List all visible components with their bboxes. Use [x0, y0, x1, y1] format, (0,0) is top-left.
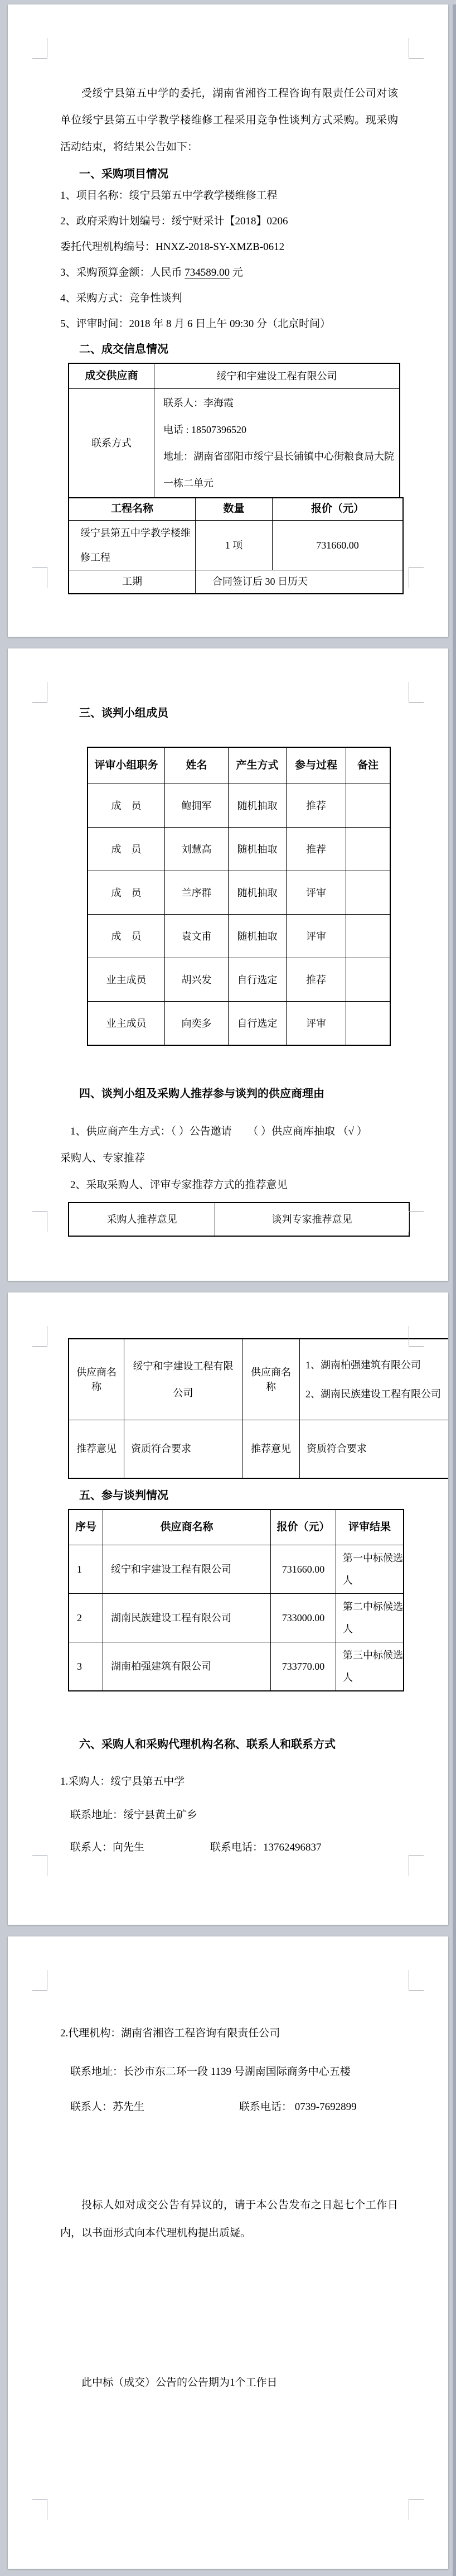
method-cell: 自行选定 [229, 958, 287, 1002]
recommend-opinion-line: 2、采取采购人、评审专家推荐方式的推荐意见 [70, 1179, 288, 1191]
committee-row [88, 784, 390, 828]
process-cell: 推荐 [287, 958, 346, 1002]
name-cell: 鲍拥军 [165, 784, 229, 828]
method-cell: 随机抽取 [229, 871, 287, 915]
buyer-recommended-supplier-cell: 绥宁和宇建设工程有限公司 [124, 1339, 242, 1420]
contact-label-cell: 联系方式 [69, 388, 154, 498]
margin-mark-top-left [32, 38, 47, 59]
price-cell: 733000.00 [271, 1594, 336, 1642]
award-info-table [68, 363, 400, 498]
margin-mark-bottom-right [409, 567, 424, 588]
bid-row [69, 1642, 404, 1691]
buyer-contact-person: 联系人：向先生 [70, 1842, 145, 1853]
supplier-source-line2: 采购人、专家推荐 [60, 1152, 145, 1164]
expert-opinion-header: 谈判专家推荐意见 [215, 1203, 410, 1236]
table-header-row [88, 747, 390, 784]
process-cell: 评审 [287, 871, 346, 915]
table-header-row [69, 498, 403, 520]
process-cell: 评审 [287, 1002, 346, 1046]
table-row [69, 1420, 448, 1478]
committee-row [88, 1002, 390, 1046]
agent-address-line: 联系地址：长沙市东二环一段 1139 号湖南国际商务中心五楼 [70, 2066, 351, 2078]
supplier-cell: 绥宁和宇建设工程有限公司 [103, 1545, 271, 1594]
project-name-line: 1、项目名称：绥宁县第五中学教学楼维修工程 [60, 190, 278, 201]
table-row [69, 388, 400, 498]
method-line: 4、采购方式：竞争性谈判 [60, 292, 182, 304]
expert-opinion-cell: 资质符合要求 [300, 1420, 449, 1478]
table-row [69, 570, 403, 594]
header-name: 姓名 [165, 747, 229, 784]
duration-label-cell: 工期 [69, 570, 196, 594]
contact-phone: 电话 : 18507396520 [163, 424, 247, 435]
note-cell [346, 915, 391, 958]
section3-heading: 三、谈判小组成员 [79, 707, 168, 719]
header-index: 序号 [69, 1510, 103, 1545]
header-price: 报价（元） [271, 1510, 336, 1545]
method-cell: 随机抽取 [229, 828, 287, 871]
opinion-label-cell: 推荐意见 [242, 1420, 300, 1478]
note-cell [346, 828, 391, 871]
result-cell: 第三中标候选人 [336, 1642, 404, 1691]
opinion-label-cell: 推荐意见 [69, 1420, 124, 1478]
recommendation-header-table [68, 1202, 410, 1237]
intro-paragraph: 受绥宁县第五中学的委托，湖南省湘咨工程咨询有限责任公司对该单位绥宁县第五中学教学楼维修工程采用竞争性谈判方式采购。现采购活动结束，将结果公告如下： [60, 88, 398, 153]
project-cell: 绥宁县第五中学教学楼维修工程 [69, 520, 196, 570]
buyer-opinion-cell: 资质符合要求 [124, 1420, 242, 1478]
header-result: 评审结果 [336, 1510, 404, 1545]
table-row [69, 1339, 448, 1420]
buyer-opinion-header: 采购人推荐意见 [69, 1203, 215, 1236]
table-header-row [69, 1510, 404, 1545]
contact-person: 联系人：李海霞 [163, 397, 234, 408]
margin-mark-top-left [32, 1970, 47, 1991]
table-row [69, 363, 400, 388]
margin-mark-bottom-right [409, 1855, 424, 1876]
bid-row [69, 1545, 404, 1594]
margin-mark-top-right [409, 1326, 424, 1347]
quantity-cell: 1 项 [196, 520, 273, 570]
header-project: 工程名称 [69, 498, 196, 520]
section1-heading: 一、采购项目情况 [79, 168, 168, 180]
price-cell: 731660.00 [273, 520, 404, 570]
note-cell [346, 871, 391, 915]
supplier-cell: 湖南柏强建筑有限公司 [103, 1642, 271, 1691]
index-cell: 2 [69, 1594, 103, 1642]
page-2 [8, 648, 448, 1281]
table-header-row [69, 1203, 409, 1236]
role-cell: 成 员 [88, 871, 165, 915]
role-cell: 业主成员 [88, 958, 165, 1002]
role-cell: 成 员 [88, 828, 165, 871]
page-4 [8, 1936, 448, 2569]
committee-row [88, 915, 390, 958]
header-method: 产生方式 [229, 747, 287, 784]
budget-amount: 734589.00 [185, 267, 230, 278]
buyer-contact-phone: 联系电话：13762496837 [210, 1842, 322, 1853]
plan-number-line: 2、政府采购计划编号：绥宁财采计【2018】0206 [60, 215, 288, 227]
method-cell: 自行选定 [229, 1002, 287, 1046]
price-cell: 731660.00 [271, 1545, 336, 1594]
supplier-name-cell: 绥宁和宇建设工程有限公司 [154, 363, 400, 388]
contact-address: 地址：湖南省邵阳市绥宁县长铺镇中心街粮食局大院一栋二单元 [163, 450, 394, 489]
document-viewer-canvas [0, 4, 456, 2576]
name-cell: 袁文甫 [165, 915, 229, 958]
result-cell: 第一中标候选人 [336, 1545, 404, 1594]
header-process: 参与过程 [287, 747, 346, 784]
margin-mark-top-right [409, 682, 424, 703]
notice-period-line: 此中标（成交）公告的公告期为1个工作日 [81, 2377, 278, 2388]
agent-contact-line [60, 2094, 398, 2121]
process-cell: 评审 [287, 915, 346, 958]
agent-line: 2.代理机构：湖南省湘咨工程咨询有限责任公司 [60, 2027, 280, 2039]
header-supplier: 供应商名称 [103, 1510, 271, 1545]
table-row [69, 520, 403, 570]
expert-recommended-suppliers-cell [300, 1339, 449, 1420]
header-price: 报价（元） [273, 498, 404, 520]
buyer-address-line: 联系地址：绥宁县黄土矿乡 [70, 1809, 198, 1821]
page-3 [8, 1292, 448, 1925]
method-cell: 随机抽取 [229, 784, 287, 828]
note-cell [346, 958, 391, 1002]
header-note: 备注 [346, 747, 391, 784]
method-cell: 随机抽取 [229, 915, 287, 958]
name-cell: 胡兴发 [165, 958, 229, 1002]
margin-mark-top-right [409, 38, 424, 59]
margin-mark-bottom-left [32, 567, 47, 588]
role-cell: 成 员 [88, 784, 165, 828]
process-cell: 推荐 [287, 828, 346, 871]
committee-row [88, 958, 390, 1002]
page-1 [8, 4, 448, 637]
supplier-label-cell: 成交供应商 [69, 363, 154, 388]
review-time-line: 5、评审时间：2018 年 8 月 6 日上午 09:30 分（北京时间） [60, 318, 331, 330]
supplier-name-label-cell: 供应商名称 [242, 1339, 300, 1420]
buyer-line: 1.采购人：绥宁县第五中学 [60, 1776, 185, 1787]
note-cell [346, 784, 391, 828]
role-cell: 业主成员 [88, 1002, 165, 1046]
header-quantity: 数量 [196, 498, 273, 520]
supplier-source-line1: 1、供应商产生方式：（ ）公告邀请 （ ）供应商库抽取 （√ ） [70, 1126, 367, 1137]
margin-mark-bottom-left [32, 1211, 47, 1232]
committee-row [88, 828, 390, 871]
supplier-name-label-cell: 供应商名称 [69, 1339, 124, 1420]
buyer-contact-line [60, 1835, 398, 1861]
budget-suffix: 元 [230, 267, 243, 278]
recommended-supplier-2: 2、湖南民族建设工程有限公司 [305, 1388, 441, 1400]
section6-heading: 六、采购人和采购代理机构名称、联系人和联系方式 [79, 1738, 336, 1751]
header-role: 评审小组职务 [88, 747, 165, 784]
committee-table [87, 747, 391, 1046]
margin-mark-bottom-right [409, 1211, 424, 1232]
committee-row [88, 871, 390, 915]
objection-paragraph: 投标人如对成交公告有异议的，请于本公告发布之日起七个工作日内，以书面形式向本代理机构提出质疑。 [60, 2199, 398, 2239]
section5-heading: 五、参与谈判情况 [79, 1489, 168, 1502]
recommendation-table [68, 1338, 448, 1479]
note-cell [346, 1002, 391, 1046]
budget-line [60, 260, 398, 286]
section4-heading: 四、谈判小组及采购人推荐参与谈判的供应商理由 [79, 1088, 324, 1100]
result-cell: 第二中标候选人 [336, 1594, 404, 1642]
name-cell: 刘慧高 [165, 828, 229, 871]
process-cell: 推荐 [287, 784, 346, 828]
agent-contact-person: 联系人：苏先生 [70, 2101, 145, 2113]
agent-contact-phone: 联系电话： 0739-7692899 [239, 2101, 357, 2113]
budget-prefix: 3、采购预算金额：人民币 [60, 267, 185, 278]
quote-table [68, 497, 404, 594]
name-cell: 兰序群 [165, 871, 229, 915]
recommended-supplier-1: 1、湖南柏强建筑有限公司 [305, 1359, 421, 1371]
margin-mark-top-left [32, 1326, 47, 1347]
bid-row [69, 1594, 404, 1642]
bid-results-table [68, 1509, 404, 1691]
margin-mark-top-left [32, 682, 47, 703]
agency-number-line: 委托代理机构编号：HNXZ-2018-SY-XMZB-0612 [60, 241, 285, 253]
price-cell: 733770.00 [271, 1642, 336, 1691]
name-cell: 向奕多 [165, 1002, 229, 1046]
index-cell: 3 [69, 1642, 103, 1691]
margin-mark-bottom-left [32, 2499, 47, 2520]
section2-heading: 二、成交信息情况 [79, 343, 168, 355]
role-cell: 成 员 [88, 915, 165, 958]
margin-mark-bottom-right [409, 2499, 424, 2520]
window-right-edge [453, 4, 456, 2576]
contact-info-cell [154, 388, 400, 498]
supplier-cell: 湖南民族建设工程有限公司 [103, 1594, 271, 1642]
margin-mark-bottom-left [32, 1855, 47, 1876]
margin-mark-top-right [409, 1970, 424, 1991]
duration-value-cell: 合同签订后 30 日历天 [196, 570, 404, 594]
index-cell: 1 [69, 1545, 103, 1594]
